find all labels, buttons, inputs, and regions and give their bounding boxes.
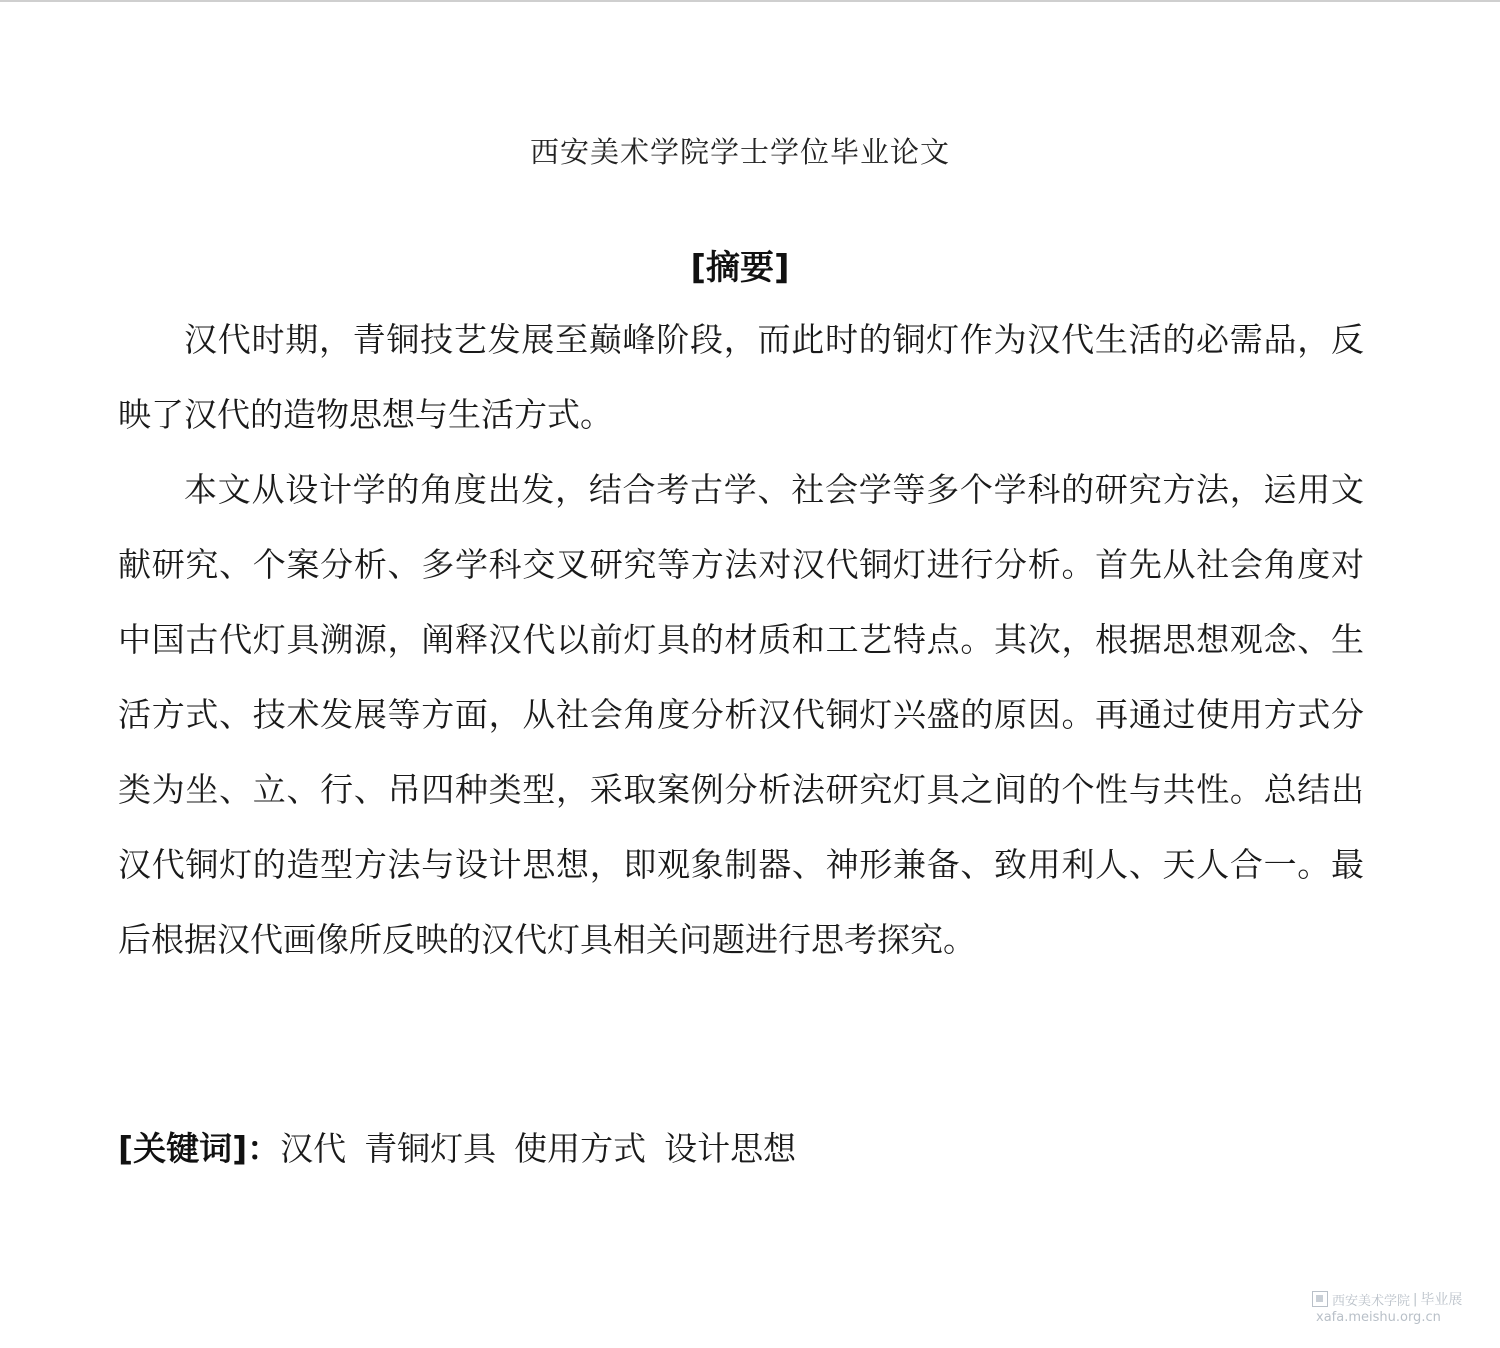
watermark-title-row — [1312, 1288, 1472, 1310]
top-border-line — [0, 0, 1500, 2]
abstract-paragraph-1: 汉代时期，青铜技艺发展至巅峰阶段，而此时的铜灯作为汉代生活的必需品，反映了汉代的造物思想与生活方式。 — [118, 320, 1364, 434]
keyword-item: 汉代 — [280, 1129, 347, 1168]
school-logo-icon — [1312, 1291, 1328, 1307]
watermark-section: 毕业展 — [1420, 1292, 1463, 1308]
abstract-body — [118, 302, 1364, 977]
keyword-item: 使用方式 — [514, 1129, 647, 1168]
abstract-heading: [摘要] — [690, 248, 790, 288]
keyword-item: 设计思想 — [664, 1129, 797, 1168]
keyword-item: 青铜灯具 — [364, 1129, 497, 1168]
keywords-line — [118, 1124, 814, 1174]
keywords-label: [关键词]： — [118, 1129, 281, 1168]
abstract-paragraph-2: 本文从设计学的角度出发，结合考古学、社会学等多个学科的研究方法，运用文献研究、个案分析、多学科交叉研究等方法对汉代铜灯进行分析。首先从社会角度对中国古代灯具溯源，阐释汉代以前灯具的材质和工艺特点。其次，根据思想观念、生活方式、技术发展等方面，从社会角度分析汉代铜灯兴盛的原因。再通过使用方式分类为坐、立、行、吊四种类型，采取案例分析法研究灯具之间的个性与共性。总结出汉代铜灯的造型方法与设计思想，即观象制器、神形兼备、致用利人、天人合一。最后根据汉代画像所反映的汉代灯具相关问题进行思考探究。 — [118, 470, 1364, 959]
watermark-school-name: 西安美术学院 — [1332, 1293, 1411, 1309]
document-header: 西安美术学院学士学位毕业论文 — [529, 135, 950, 169]
watermark — [1312, 1288, 1472, 1325]
watermark-url: xafa.meishu.org.cn — [1316, 1310, 1441, 1325]
watermark-separator: | — [1413, 1291, 1418, 1307]
